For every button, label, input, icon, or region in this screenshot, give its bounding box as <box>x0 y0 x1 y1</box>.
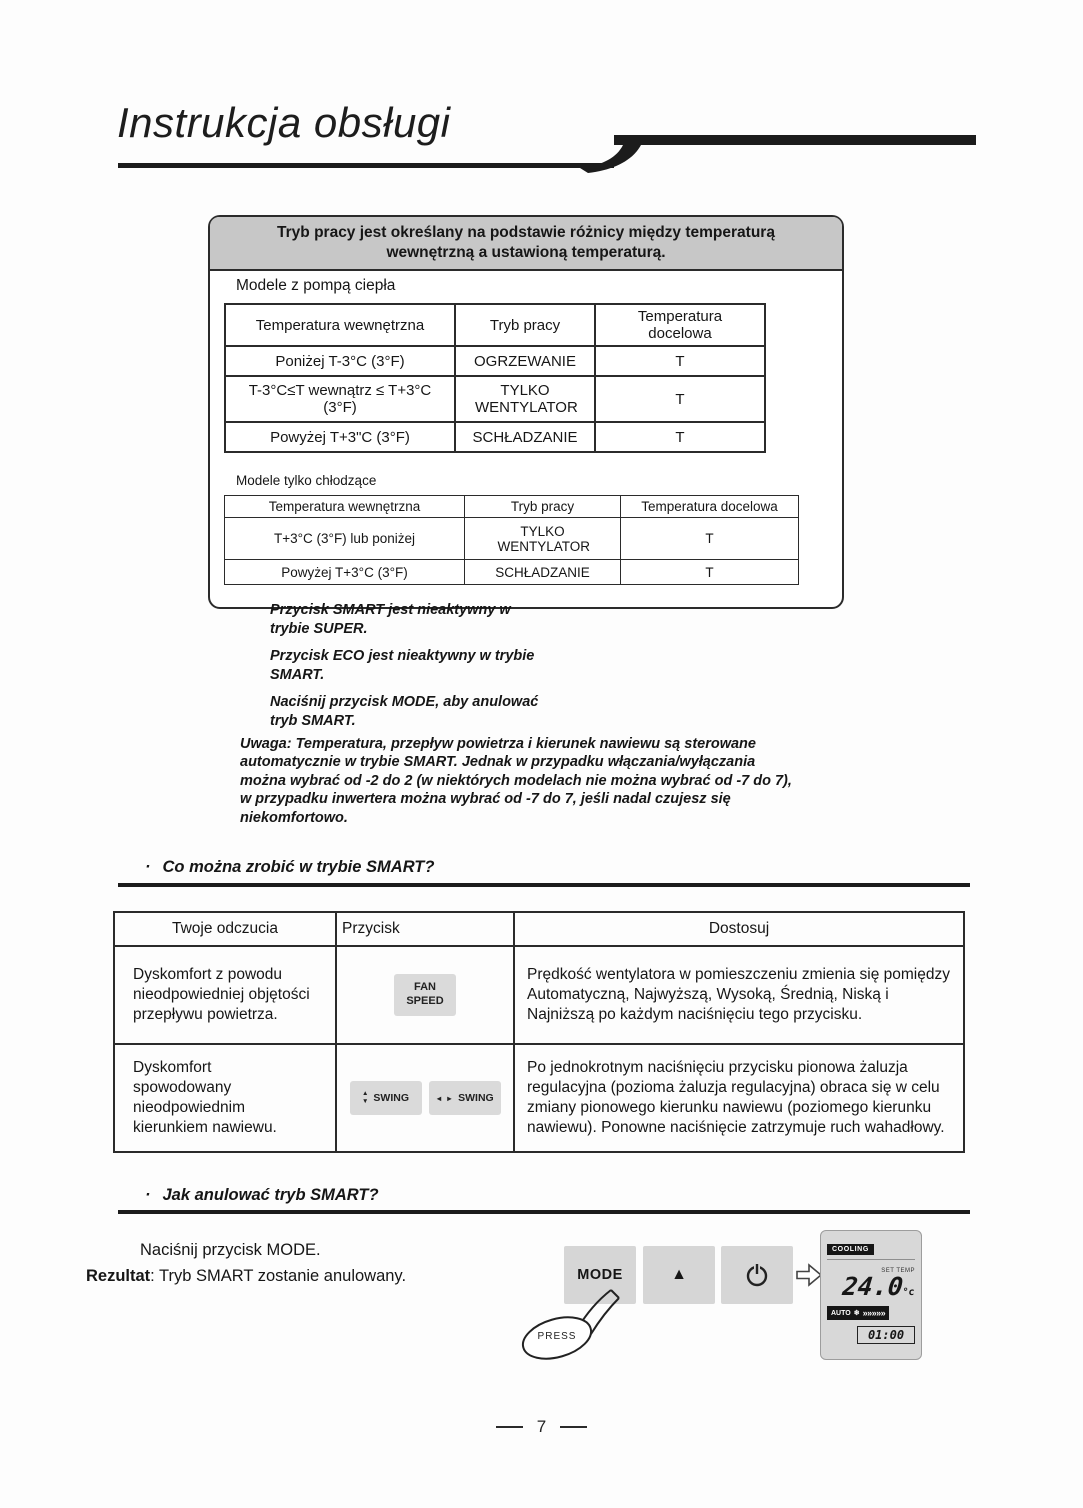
page-title: Instrukcja obsługi <box>117 99 451 146</box>
co-cell-mode-text: TYLKO WENTYLATOR <box>497 523 591 554</box>
notes-block <box>270 601 542 739</box>
up-arrow-icon: ▲ <box>361 1090 369 1097</box>
footer-dash <box>560 1426 587 1428</box>
pressing-hand-icon <box>512 1284 624 1364</box>
page-footer <box>0 1417 1083 1437</box>
temperature-unit: °c <box>901 1287 915 1298</box>
header-button: Przycisk <box>336 912 514 946</box>
temperature-value: 24.0 <box>841 1272 905 1301</box>
set-temp-label: SET TEMP <box>881 1268 915 1274</box>
hp-cell-mode-text: TYLKO WENTYLATOR <box>475 382 578 416</box>
info-box-header: Tryb pracy jest określany na podstawie różnicy między temperaturą wewnętrzną a ustawioną temperaturą. <box>210 217 842 271</box>
table-header-row <box>225 304 765 346</box>
heat-pump-models-title: Modele z pompą ciepła <box>236 277 396 294</box>
table-row <box>225 518 799 560</box>
hp-cell-target: T <box>595 376 765 422</box>
fan-speed-button <box>394 974 455 1016</box>
cell-button <box>336 946 514 1044</box>
hp-header-target-temp-text: Temperatura docelowa <box>637 308 723 342</box>
co-cell-mode: SCHŁADZANIE <box>465 560 621 585</box>
auto-label: AUTO <box>831 1309 851 1317</box>
swing-vertical-button <box>350 1081 422 1115</box>
co-header-indoor-temp: Temperatura wewnętrzna <box>225 496 465 518</box>
bullet-icon: · <box>145 858 151 876</box>
swing-horizontal-label: SWING <box>458 1092 494 1104</box>
section-heading-cancel <box>145 1186 379 1205</box>
title-underline-decoration <box>118 130 978 178</box>
bullet-icon: · <box>145 1186 151 1204</box>
hp-cell-condition-text: T-3°C≤T wewnątrz ≤ T+3°C (3°F) <box>248 382 432 416</box>
mode-info-box <box>208 215 844 609</box>
fan-flow-arrows-icon: »»»»» <box>862 1308 886 1318</box>
hp-cell-target: T <box>595 422 765 452</box>
table-row <box>225 346 765 376</box>
left-arrow-icon: ◄ <box>435 1093 443 1103</box>
cell-feeling: Dyskomfort z powodu nieodpowiedniej objętości przepływu powietrza. <box>114 946 336 1044</box>
cancel-instruction: Naciśnij przycisk MODE. <box>140 1241 321 1259</box>
co-header-target-temp: Temperatura docelowa <box>621 496 799 518</box>
smart-actions-table <box>113 911 965 1153</box>
remark-paragraph: Uwaga: Temperatura, przepływ powietrza i kierunek nawiewu są sterowane automatycznie w trybie SMART. Jednak w przypadku włączania/wyłączania można wybrać od -2 do 2 (w niektórych modelach nie można wybrać od -7 do 7), w przypadku inwertera można wybrać od -7 do 7, jeśli nadal czujesz się niekomfortowo. <box>240 736 792 826</box>
right-arrow-icon <box>795 1262 823 1288</box>
co-cell-condition: Powyżej T+3°C (3°F) <box>225 560 465 585</box>
cell-adjust: Po jednokrotnym naciśnięciu przycisku pionowa żaluzja regulacyjna (pozioma żaluzja regulacyjna) obraca się w celu zmiany pionowego kierunku nawiewu (poziomego kierunku nawiewu). Ponowne naciśnięcie zatrzymuje ruch wahadłowy. <box>514 1044 964 1152</box>
co-cell-mode <box>465 518 621 560</box>
hp-cell-target: T <box>595 346 765 376</box>
note-press-mode: Naciśnij przycisk MODE, aby anulować tryb SMART. <box>270 694 539 729</box>
cooling-only-table <box>224 495 799 585</box>
power-icon <box>744 1262 770 1288</box>
cooling-only-models-title: Modele tylko chłodzące <box>236 473 377 488</box>
cancel-result <box>86 1267 406 1286</box>
hp-cell-mode: SCHŁADZANIE <box>455 422 595 452</box>
footer-dash <box>496 1426 523 1428</box>
hp-cell-mode <box>455 376 595 422</box>
up-down-arrows-icon <box>362 1091 368 1105</box>
display-mode-row <box>827 1238 915 1260</box>
triangle-up-icon: ▲ <box>671 1266 687 1283</box>
down-arrow-icon: ▼ <box>361 1097 369 1105</box>
hp-cell-condition: Poniżej T-3°C (3°F) <box>225 346 455 376</box>
table-header-row <box>114 912 964 946</box>
power-button <box>721 1246 793 1304</box>
result-label: Rezultat <box>86 1267 151 1285</box>
up-button <box>643 1246 715 1304</box>
section-heading-smart-text: Co można zrobić w trybie SMART? <box>162 858 435 876</box>
table-row <box>114 946 964 1044</box>
header-feelings: Twoje odczucia <box>114 912 336 946</box>
timer-readout: 01:00 <box>857 1326 915 1344</box>
co-header-mode: Tryb pracy <box>465 496 621 518</box>
heat-pump-table <box>224 303 766 453</box>
co-cell-target: T <box>621 518 799 560</box>
cooling-mode-badge: COOLING <box>827 1244 874 1255</box>
swing-buttons <box>338 1081 512 1115</box>
table-row <box>225 422 765 452</box>
section-heading-cancel-text: Jak anulować tryb SMART? <box>162 1186 379 1204</box>
note-eco-inactive: Przycisk ECO jest nieaktywny w trybie SMART. <box>270 648 535 683</box>
remote-display <box>820 1230 922 1360</box>
hp-cell-mode: OGRZEWANIE <box>455 346 595 376</box>
cell-feeling-text: Dyskomfort spowodowany nieodpowiednim kierunkiem nawiewu. <box>133 1058 277 1137</box>
co-cell-target: T <box>621 560 799 585</box>
press-label: PRESS <box>537 1331 577 1342</box>
fan-speed-button-line1: FAN <box>413 981 436 994</box>
mode-button: MODE <box>564 1246 636 1304</box>
hp-header-target-temp <box>595 304 765 346</box>
result-text: : Tryb SMART zostanie anulowany. <box>150 1267 407 1285</box>
hp-header-indoor-temp: Temperatura wewnętrzna <box>225 304 455 346</box>
cell-button <box>336 1044 514 1152</box>
swing-vertical-label: SWING <box>373 1092 410 1104</box>
auto-badge <box>827 1306 889 1320</box>
hp-cell-condition <box>225 376 455 422</box>
table-header-row <box>225 496 799 518</box>
section-rule <box>118 883 970 887</box>
note-smart-inactive: Przycisk SMART jest nieaktywny w trybie SUPER. <box>270 602 511 637</box>
table-row <box>225 376 765 422</box>
hp-header-mode: Tryb pracy <box>455 304 595 346</box>
left-right-arrows-icon <box>435 1094 453 1103</box>
co-cell-condition: T+3°C (3°F) lub poniżej <box>225 518 465 560</box>
swing-horizontal-button <box>429 1081 501 1115</box>
temperature-readout <box>826 1274 917 1299</box>
snowflake-icon: ❄ <box>853 1310 860 1317</box>
table-row <box>114 1044 964 1152</box>
header-adjust: Dostosuj <box>514 912 964 946</box>
hp-cell-condition: Powyżej T+3"C (3°F) <box>225 422 455 452</box>
page-number: 7 <box>536 1417 547 1436</box>
section-rule <box>118 1210 970 1214</box>
table-row <box>225 560 799 585</box>
auto-fan-row <box>827 1306 915 1320</box>
cell-feeling <box>114 1044 336 1152</box>
fan-speed-button-line2: SPEED <box>406 995 444 1007</box>
right-arrow-icon: ► <box>445 1093 454 1103</box>
section-heading-smart <box>145 858 434 877</box>
cell-adjust: Prędkość wentylatora w pomieszczeniu zmienia się pomiędzy Automatyczną, Najwyższą, Wysoką, Średnią, Niską i Najniższą po każdym naciśnięciu tego przycisku. <box>514 946 964 1044</box>
